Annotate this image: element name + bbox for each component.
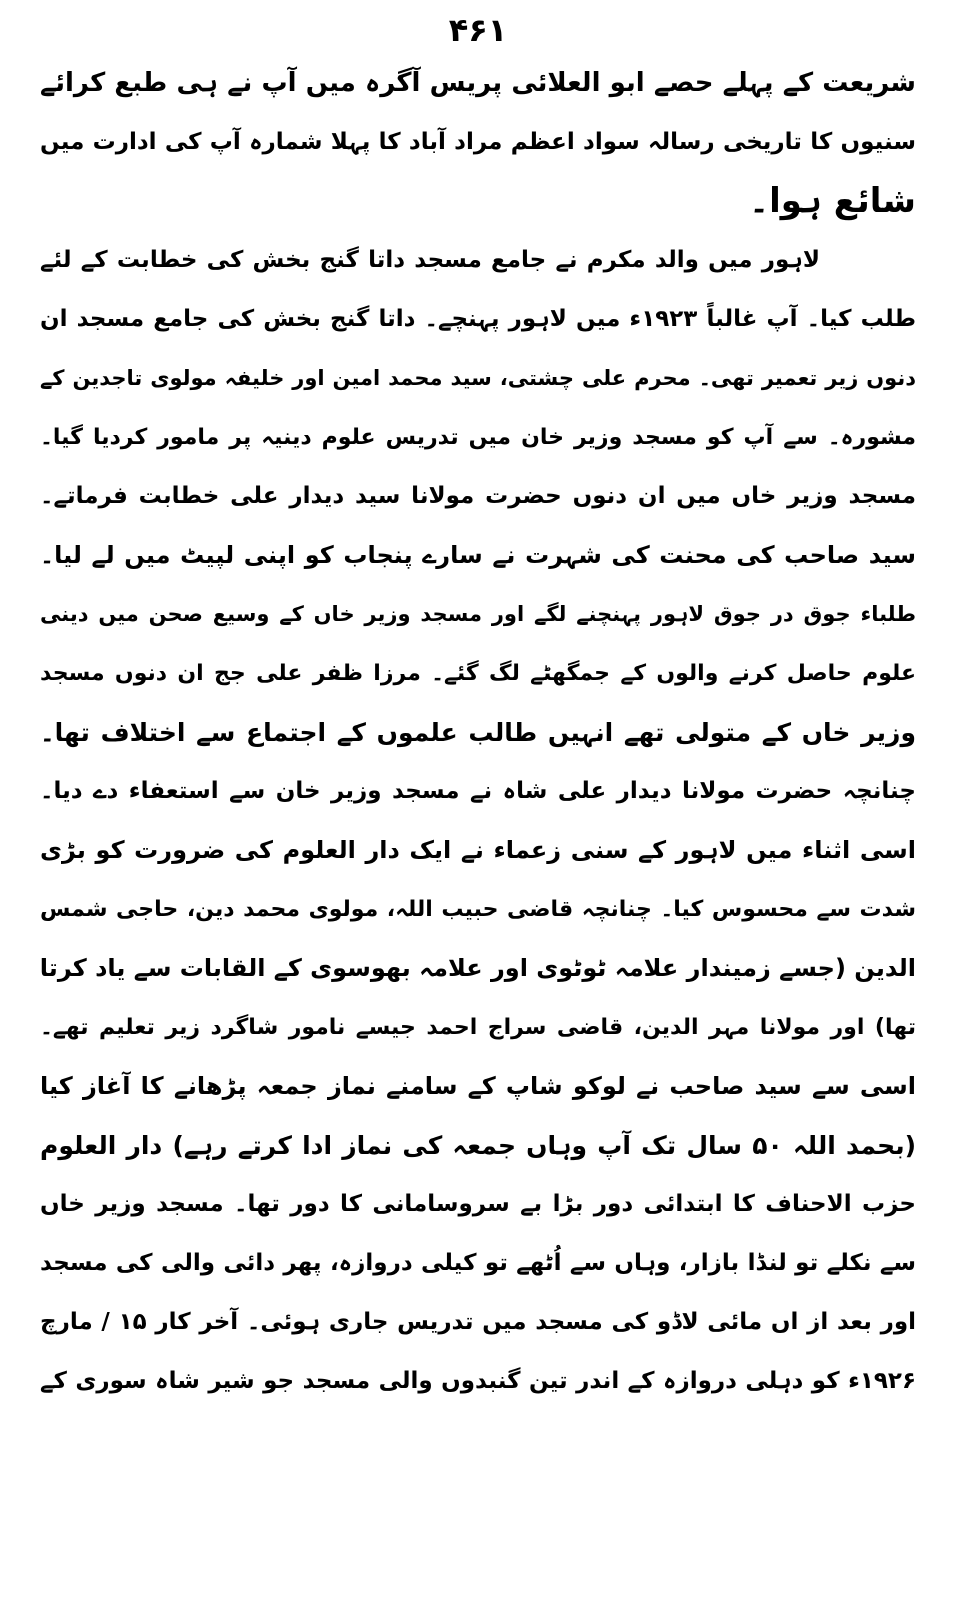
page-number: ۴۶۱ <box>448 11 508 49</box>
text-line: شدت سے محسوس کیا۔ چنانچہ قاضی حبیب اللہ، مولوی محمد دین، حاجی شمس <box>40 897 916 922</box>
text-line: الدین (جسے زمیندار علامہ ٹوٹوی اور علامہ بھوسوی کے القابات سے یاد کرتا <box>40 954 916 982</box>
text-line: علوم حاصل کرنے والوں کے جمگھٹے لگ گئے۔ مرزا ظفر علی جج ان دنوں مسجد <box>40 661 916 686</box>
text-line: سنیوں کا تاریخی رسالہ سواد اعظم مراد آباد کا پہلا شمارہ آپ کی ادارت میں <box>40 129 916 155</box>
text-line: وزیر خاں کے متولی تھے انہیں طالب علموں کے اجتماع سے اختلاف تھا۔ <box>40 718 916 747</box>
text-line: اسی اثناء میں لاہور کے سنی زعماء نے ایک دار العلوم کی ضرورت کو بڑی <box>40 836 916 864</box>
text-line: مشورہ۔ سے آپ کو مسجد وزیر خان میں تدریس علوم دینیہ پر مامور کردیا گیا۔ <box>40 425 916 450</box>
text-line: اسی سے سید صاحب نے لوکو شاپ کے سامنے نماز جمعہ پڑھانے کا آغاز کیا <box>40 1072 916 1100</box>
text-line: شریعت کے پہلے حصے ابو العلائی پریس آگرہ میں آپ نے ہی طبع کرائے <box>40 68 916 98</box>
text-line: سے نکلے تو لنڈا بازار، وہاں سے اُٹھے تو کیلی دروازہ، پھر دائی والی کی مسجد <box>40 1250 916 1276</box>
text-line: مسجد وزیر خاں میں ان دنوں حضرت مولانا سید دیدار علی خطابت فرماتے۔ <box>40 483 916 509</box>
body-text <box>40 54 916 1411</box>
text-line: اور بعد از اں مائی لاڈو کی مسجد میں تدریس جاری ہوئی۔ آخر کار ۱۵ / مارچ <box>40 1309 916 1335</box>
text-line: طلباء جوق در جوق لاہور پہنچنے لگے اور مسجد وزیر خاں کے وسیع صحن میں دینی <box>40 602 916 626</box>
text-line: شائع ہوا۔ <box>749 181 916 221</box>
text-line: سید صاحب کی محنت کی شہرت نے سارے پنجاب کو اپنی لپیٹ میں لے لیا۔ <box>40 541 916 569</box>
text-line: (بحمد اللہ ۵۰ سال تک آپ وہاں جمعہ کی نماز ادا کرتے رہے) دار العلوم <box>40 1131 916 1160</box>
text-line: چنانچہ حضرت مولانا دیدار علی شاہ نے مسجد وزیر خان سے استعفاء دے دیا۔ <box>40 778 916 804</box>
text-line: حزب الاحناف کا ابتدائی دور بڑا بے سروسامانی کا دور تھا۔ مسجد وزیر خاں <box>40 1191 916 1217</box>
paragraph-start-line: لاہور میں والد مکرم نے جامع مسجد داتا گنج بخش کی خطابت کے لئے <box>40 247 820 273</box>
text-line: تھا) اور مولانا مہر الدین، قاضی سراج احمد جیسے نامور شاگرد زیر تعلیم تھے۔ <box>40 1015 916 1040</box>
text-line: طلب کیا۔ آپ غالباً ۱۹۲۳ء میں لاہور پہنچے۔ داتا گنج بخش کی جامع مسجد ان <box>40 306 916 332</box>
text-line: دنوں زیر تعمیر تھی۔ محرم علی چشتی، سید محمد امین اور خلیفہ مولوی تاجدین کے <box>40 366 916 390</box>
text-line: ۱۹۲۶ء کو دہلی دروازہ کے اندر تین گنبدوں والی مسجد جو شیر شاہ سوری کے <box>40 1368 916 1394</box>
